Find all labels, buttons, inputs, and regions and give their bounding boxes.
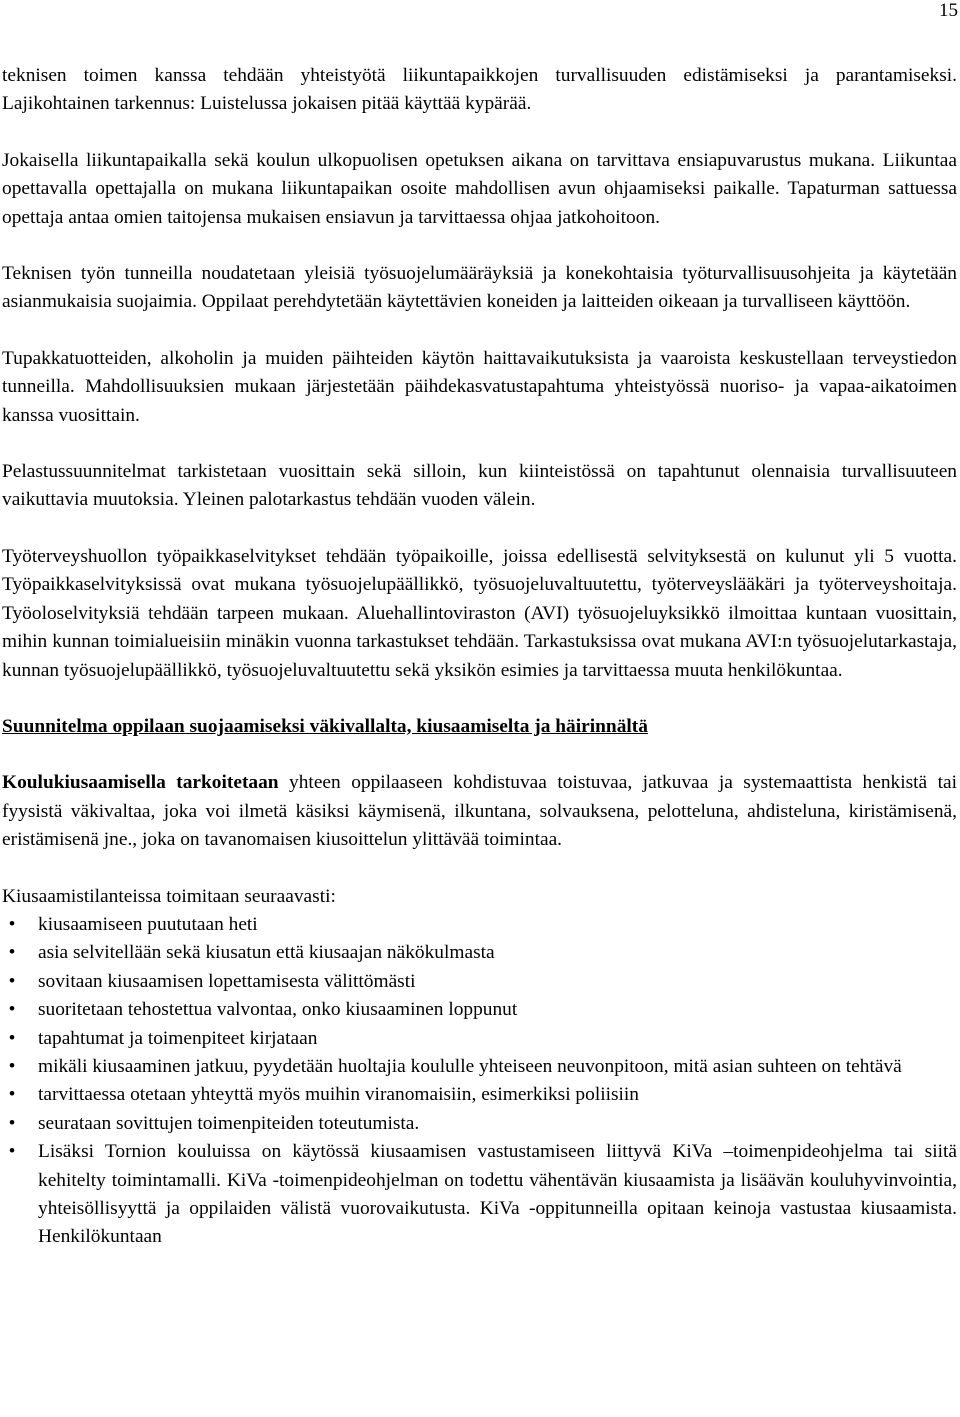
bullet-icon: • <box>8 1112 16 1134</box>
definition-term: Koulukiusaamisella tarkoitetaan <box>2 772 279 794</box>
bullet-icon: • <box>8 913 16 935</box>
paragraph-sports-safety: teknisen toimen kanssa tehdään yhteistyötä liikuntapaikkojen turvallisuuden edistämiseksi ja parantamiseksi. Lajikohtainen tarkennus: Luistelussa jokaisen pitää käyttää kypärää. <box>2 65 957 115</box>
page-number: 15 <box>939 0 958 21</box>
bullet-icon: • <box>8 999 16 1021</box>
definition-text: yhteen oppilaaseen kohdistuvaa toistuvaa, jatkuvaa ja systemaattista henkistä tai fyysistä väkivaltaa, joka voi ilmetä käsiksi käymisenä, ilkuntana, solvauksena, pelotteluna, ahdisteluna, kiristämisenä, eristämisenä jne., joka on tavanomaisen kiusoittelun ylittävää toimintaa. <box>2 772 957 851</box>
bullet-icon: • <box>8 1055 16 1077</box>
list-item <box>2 996 957 1024</box>
paragraph-technical-work: Teknisen työn tunneilla noudatetaan yleisiä työsuojelumääräyksiä ja konekohtaisia työturvallisuusohjeita ja käytetään asianmukaisia suojaimia. Oppilaat perehdytetään käytettävien koneiden ja laitteiden oikeaan ja turvalliseen käyttöön. <box>2 263 957 313</box>
list-item-text: asia selvitellään sekä kiusatun että kiusaajan näkökulmasta <box>38 942 495 964</box>
list-item <box>2 1081 957 1109</box>
bullet-icon: • <box>8 1084 16 1106</box>
bullet-icon: • <box>8 1027 16 1049</box>
list-item-text: seurataan sovittujen toimenpiteiden toteutumista. <box>38 1112 420 1134</box>
bullet-icon: • <box>8 942 16 964</box>
list-item-text: mikäli kiusaaminen jatkuu, pyydetään huoltajia koululle yhteiseen neuvonpitoon, mitä asian suhteen on tehtävä <box>38 1055 902 1077</box>
paragraph-rescue-plans: Pelastussuunnitelmat tarkistetaan vuosittain sekä silloin, kun kiinteistössä on tapahtunut olennaisia turvallisuuteen vaikuttavia muutoksia. Yleinen palotarkastus tehdään vuoden välein. <box>2 461 957 511</box>
list-item-text: tapahtumat ja toimenpiteet kirjataan <box>38 1027 318 1049</box>
list-item <box>2 1053 957 1081</box>
list-item-text: suoritetaan tehostettua valvontaa, onko kiusaaminen loppunut <box>38 999 518 1021</box>
bullying-procedure-list <box>2 911 957 1252</box>
list-intro: Kiusaamistilanteissa toimitaan seuraavasti: <box>2 885 336 907</box>
bullet-icon: • <box>8 970 16 992</box>
list-item-text: Lisäksi Tornion kouluissa on käytössä kiusaamisen vastustamiseen liittyvä KiVa –toimenpideohjelma tai siitä kehitelty toimintamalli. KiVa -toimenpideohjelman on todettu vähentävän kiusaamista ja lisäävän kouluhyvinvointia, yhteisöllisyyttä ja oppilaiden välistä vuorovaikutusta. KiVa -oppitunneilla opitaan keinoja vastustaa kiusaamista. Henkilökuntaan <box>38 1141 957 1248</box>
bullet-icon: • <box>8 1141 16 1163</box>
list-item <box>2 1110 957 1138</box>
list-item <box>2 1025 957 1053</box>
list-item <box>2 968 957 996</box>
paragraph-first-aid: Jokaisella liikuntapaikalla sekä koulun ulkopuolisen opetuksen aikana on tarvittava ensiapuvarustus mukana. Liikuntaa opettavalla opettajalla on mukana liikuntapaikan osoite mahdollisen avun ohjaamiseksi paikalle. Tapaturman sattuessa opettaja antaa omien taitojensa mukaisen ensiavun ja tarvittaessa ohjaa jatkohoitoon. <box>2 149 957 228</box>
document-body <box>2 62 957 1252</box>
section-heading: Suunnitelma oppilaan suojaamiseksi väkivallalta, kiusaamiselta ja häirinnältä <box>2 715 648 737</box>
list-item <box>2 1138 957 1252</box>
paragraph-bullying-definition <box>2 769 957 854</box>
paragraph-substance-education: Tupakkatuotteiden, alkoholin ja muiden päihteiden käytön haittavaikutuksista ja vaaroista keskustellaan terveystiedon tunneilla. Mahdollisuuksien mukaan järjestetään päihdekasvatustapahtuma yhteistyössä nuoriso- ja vapaa-aikatoimen kanssa vuosittain. <box>2 347 957 426</box>
list-item-text: tarvittaessa otetaan yhteyttä myös muihin viranomaisiin, esimerkiksi poliisiin <box>38 1084 640 1106</box>
list-item <box>2 911 957 939</box>
list-item <box>2 939 957 967</box>
list-item-text: sovitaan kiusaamisen lopettamisesta välittömästi <box>38 970 416 992</box>
paragraph-occupational-health: Työterveyshuollon työpaikkaselvitykset tehdään työpaikoille, joissa edellisestä selvityksestä on kulunut yli 5 vuotta. Työpaikkaselvityksissä ovat mukana työsuojelupäällikkö, työsuojeluvaltuutettu, työterveyslääkäri ja työterveyshoitaja. Työoloselvityksiä tehdään tarpeen mukaan. Aluehallintoviraston (AVI) työsuojeluyksikkö ilmoittaa kuntaan vuosittain, mihin kunnan toimialueisiin minäkin vuonna tarkastukset tehdään. Tarkastuksissa ovat mukana AVI:n työsuojelutarkastaja, kunnan työsuojelupäällikkö, työsuojeluvaltuutettu sekä yksikön esimies ja tarvittaessa muuta henkilökuntaa. <box>2 545 957 681</box>
list-item-text: kiusaamiseen puututaan heti <box>38 913 258 935</box>
